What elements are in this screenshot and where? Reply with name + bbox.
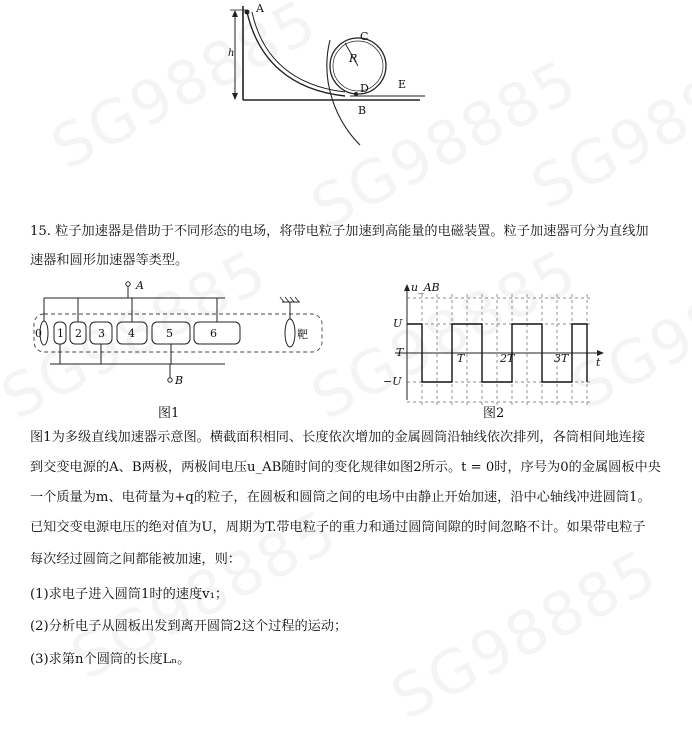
tube-label-0: 0 [35,327,42,340]
body-line-3: 一个质量为m、电荷量为+q的粒子，在圆板和圆筒之间的电场中由静止开始加速，沿中心轴线冲进圆筒1。 [30,490,651,505]
ramp-curve [247,12,345,96]
tube-label-1: 1 [57,327,64,340]
body-line-1: 图1为多级直线加速器示意图。横截面积相同、长度依次增加的金属圆筒沿轴线依次排列，各筒相间地连接 [30,430,646,445]
fig2-caption: 图2 [483,406,505,421]
label-d: D [360,82,369,95]
track-loop-figure [0,0,692,150]
fig1-label-a: A [136,279,144,292]
label-r: R [349,52,358,65]
problem-intro-line-1: 15. 粒子加速器是借助于不同形态的电场，将带电粒子加速到高能量的电磁装置。粒子加速器可分为直线加 [30,224,649,239]
label-b-top: B [358,104,367,117]
fig2-tick-t-axis: T [396,346,404,359]
fig2-y-axis-label: u_AB [411,281,440,294]
body-line-4: 已知交变电源电压的绝对值为U，周期为T.带电粒子的重力和通过圆筒间隙的时间忽略不计。如果带电粒子 [30,520,646,535]
watermark [381,536,669,734]
problem-intro-line-2: 速器和圆形加速器等类型。 [30,253,189,268]
tube-label-5: 5 [166,327,173,340]
tube-label-4: 4 [128,327,135,340]
voltage-waveform-figure [0,280,692,420]
fig2-tick-3t: 3T [554,352,569,365]
body-line-2: 到交变电源的A、B两极，两极间电压u_AB随时间的变化规律如图2所示。t = 0时，序号为0的金属圆板中央 [30,460,661,475]
question-3: (3)求第n个圆筒的长度Lₙ。 [30,652,191,667]
label-c: C [360,30,369,43]
fig1-caption: 图1 [158,406,180,421]
fig2-x-axis-label: t [596,356,601,369]
question-2: (2)分析电子从圆板出发到离开圆筒2这个过程的运动； [30,619,348,634]
label-e: E [398,78,407,91]
question-1: (1)求电子进入圆筒1时的速度v₁； [30,587,229,602]
label-h: h [228,48,235,59]
tube-label-2: 2 [75,327,82,340]
tube-label-6: 6 [210,327,217,340]
fig2-u-upper: U [393,317,403,330]
label-a-top: A [256,2,264,15]
fig1-label-target: 靶 [297,328,308,341]
fig2-tick-t: T [457,352,465,365]
fig2-tick-2t: 2T [500,352,515,365]
body-line-5: 每次经过圆筒之间都能被加速，则： [30,552,241,567]
fig1-label-b: B [175,374,184,387]
fig2-u-lower: −U [383,375,402,388]
tube-label-3: 3 [98,327,105,340]
